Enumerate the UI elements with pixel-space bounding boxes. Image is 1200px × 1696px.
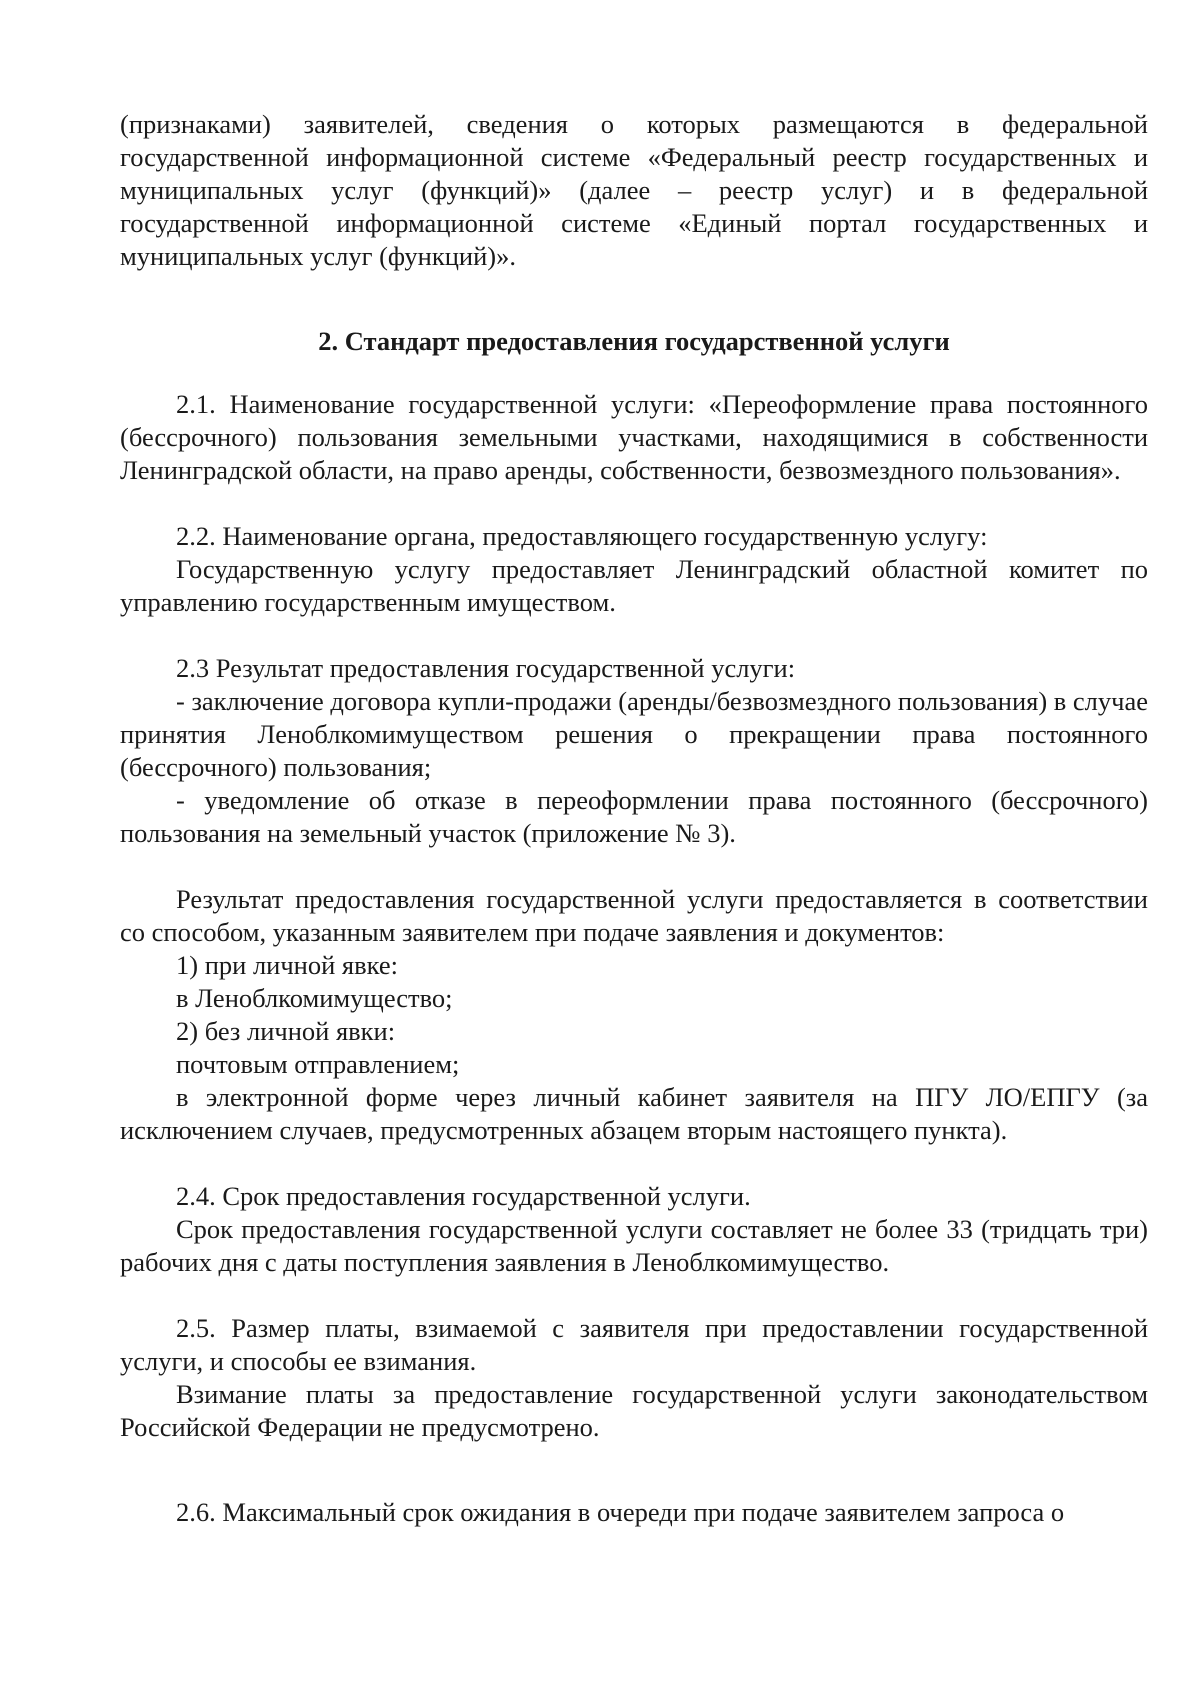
- document-page: [120, 108, 1148, 1529]
- paragraph-2-3-item-2: - уведомление об отказе в переоформлении права постоянного (бессрочного) пользования на земельный участок (приложение № 3).: [120, 785, 1148, 848]
- intro-paragraph: (признаками) заявителей, сведения о которых размещаются в федеральной государственной информационной системе «Федеральный реестр государственных и муниципальных услуг (функций)» (далее – реестр услуг) и в федеральной государственной информационной системе «Единый портал государственных и муниципальных услуг (функций)».: [120, 109, 1148, 271]
- paragraph-2-4-title: 2.4. Срок предоставления государственной услуги.: [176, 1181, 751, 1211]
- paragraph-2-3-item-1: - заключение договора купли-продажи (аренды/безвозмездного пользования) в случае принятия Леноблкомимуществом решения о прекращении права постоянного (бессрочного) пользования;: [120, 686, 1148, 782]
- result-intro-paragraph: Результат предоставления государственной услуги предоставляется в соответствии со способом, указанным заявителем при подаче заявления и документов:: [120, 884, 1148, 947]
- method-1: 1) при личной явке:: [176, 950, 398, 980]
- paragraph-2-4-text: Срок предоставления государственной услуги составляет не более 33 (тридцать три) рабочих дня с даты поступления заявления в Леноблкомимущество.: [120, 1214, 1148, 1277]
- method-2-detail-a: почтовым отправлением;: [176, 1049, 460, 1079]
- section-heading: 2. Стандарт предоставления государственной услуги: [318, 326, 950, 356]
- method-2: 2) без личной явки:: [176, 1016, 396, 1046]
- method-2-detail-b: в электронной форме через личный кабинет заявителя на ПГУ ЛО/ЕПГУ (за исключением случаев, предусмотренных абзацем вторым настоящего пункта).: [120, 1082, 1148, 1145]
- paragraph-2-1: 2.1. Наименование государственной услуги: «Переоформление права постоянного (бессрочного) пользования земельными участками, находящимися в собственности Ленинградской области, на право аренды, собственности, безвозмездного пользования».: [120, 389, 1148, 485]
- method-1-detail: в Леноблкомимущество;: [176, 983, 453, 1013]
- paragraph-2-2-text: Государственную услугу предоставляет Ленинградский областной комитет по управлению государственным имуществом.: [120, 554, 1148, 617]
- paragraph-2-2-title: 2.2. Наименование органа, предоставляющего государственную услугу:: [176, 521, 988, 551]
- paragraph-2-3-title: 2.3 Результат предоставления государственной услуги:: [176, 653, 796, 683]
- paragraph-2-5-title: 2.5. Размер платы, взимаемой с заявителя при предоставлении государственной услуги, и способы ее взимания.: [120, 1313, 1148, 1376]
- paragraph-2-5-text: Взимание платы за предоставление государственной услуги законодательством Российской Федерации не предусмотрено.: [120, 1379, 1148, 1442]
- paragraph-2-6-title: 2.6. Максимальный срок ожидания в очереди при подаче заявителем запроса о: [176, 1497, 1065, 1527]
